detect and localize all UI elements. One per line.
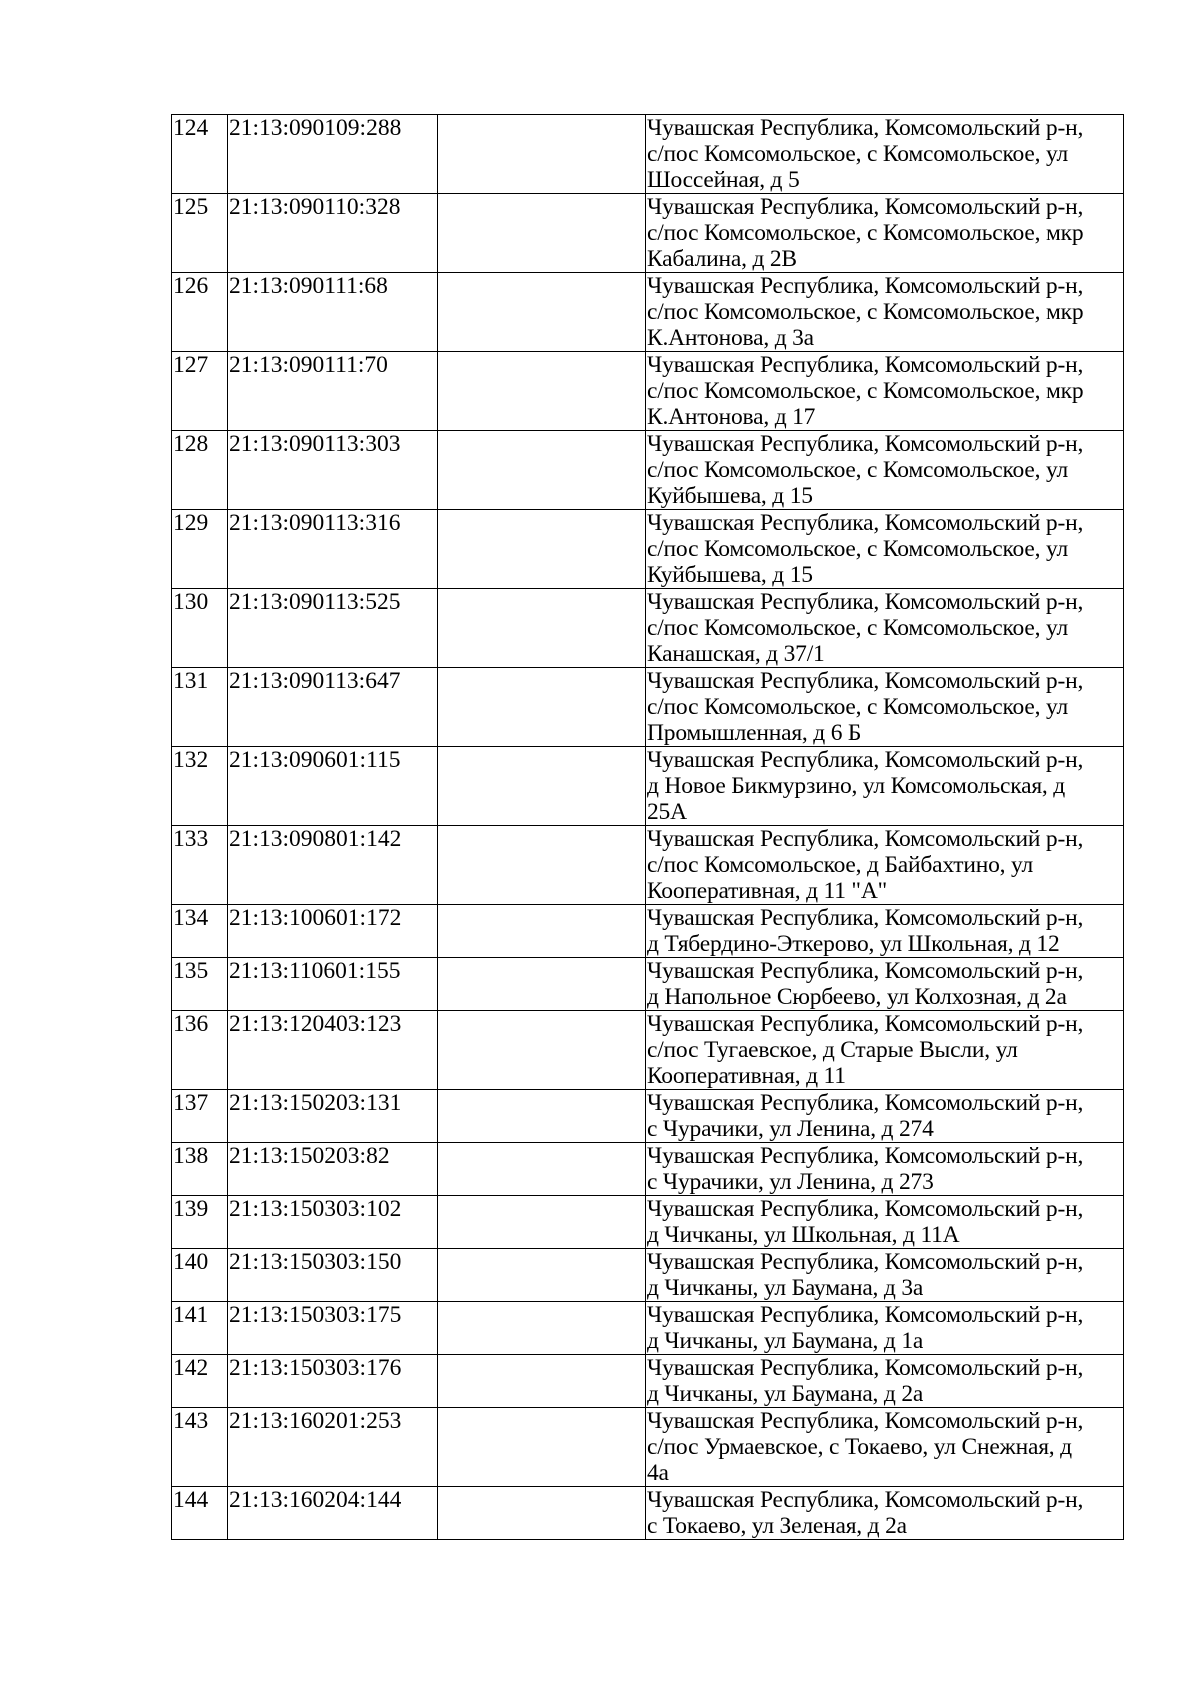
address-line: Кооперативная, д 11 [647, 1063, 846, 1089]
address-line: Куйбышева, д 15 [647, 562, 813, 588]
address-cell [646, 826, 1124, 905]
table-row [172, 958, 1124, 1011]
row-number-cell: 135 [172, 958, 228, 1011]
cadastral-number-cell: 21:13:150303:150 [228, 1249, 438, 1302]
address-line: с/пос Комсомольское, с Комсомольское, ул [647, 694, 1069, 720]
table-row [172, 589, 1124, 668]
address-line: с/пос Комсомольское, с Комсомольское, мкр [647, 299, 1084, 325]
row-number-cell: 139 [172, 1196, 228, 1249]
empty-cell [438, 352, 646, 431]
table-row [172, 1408, 1124, 1487]
address-line: Кооперативная, д 11 "А" [647, 878, 887, 904]
empty-cell [438, 826, 646, 905]
empty-cell [438, 905, 646, 958]
table-body [172, 115, 1124, 1540]
address-line: Чувашская Республика, Комсомольский р-н, [647, 589, 1084, 615]
cadastral-number-cell: 21:13:160201:253 [228, 1408, 438, 1487]
address-line: Чувашская Республика, Комсомольский р-н, [647, 194, 1084, 220]
cadastral-number-cell: 21:13:150303:176 [228, 1355, 438, 1408]
address-line: Чувашская Республика, Комсомольский р-н, [647, 1408, 1084, 1434]
empty-cell [438, 194, 646, 273]
table-row [172, 905, 1124, 958]
address-cell [646, 352, 1124, 431]
address-line: с/пос Тугаевское, д Старые Высли, ул [647, 1037, 1018, 1063]
property-registry-table [171, 114, 1124, 1540]
table-row [172, 1355, 1124, 1408]
empty-cell [438, 1302, 646, 1355]
address-cell [646, 273, 1124, 352]
address-line: К.Антонова, д 3а [647, 325, 814, 351]
address-cell [646, 1302, 1124, 1355]
cadastral-number-cell: 21:13:110601:155 [228, 958, 438, 1011]
address-line: Чувашская Республика, Комсомольский р-н, [647, 115, 1084, 141]
empty-cell [438, 1408, 646, 1487]
address-line: с Чурачики, ул Ленина, д 274 [647, 1116, 934, 1142]
row-number-cell: 136 [172, 1011, 228, 1090]
address-line: Чувашская Республика, Комсомольский р-н, [647, 905, 1084, 931]
address-cell [646, 747, 1124, 826]
table-row [172, 1196, 1124, 1249]
address-line: с/пос Комсомольское, с Комсомольское, мкр [647, 378, 1084, 404]
address-line: д Чичканы, ул Баумана, д 3а [647, 1275, 924, 1301]
address-line: 4а [647, 1460, 669, 1486]
address-line: с/пос Комсомольское, с Комсомольское, ул [647, 141, 1069, 167]
empty-cell [438, 958, 646, 1011]
address-cell [646, 589, 1124, 668]
address-line: Куйбышева, д 15 [647, 483, 813, 509]
address-line: с Чурачики, ул Ленина, д 273 [647, 1169, 934, 1195]
cadastral-number-cell: 21:13:090110:328 [228, 194, 438, 273]
empty-cell [438, 431, 646, 510]
address-line: Чувашская Республика, Комсомольский р-н, [647, 1249, 1084, 1275]
address-line: Чувашская Республика, Комсомольский р-н, [647, 431, 1084, 457]
address-cell [646, 510, 1124, 589]
address-cell [646, 1355, 1124, 1408]
address-line: д Напольное Сюрбеево, ул Колхозная, д 2а [647, 984, 1067, 1010]
row-number-cell: 134 [172, 905, 228, 958]
cadastral-number-cell: 21:13:090113:303 [228, 431, 438, 510]
address-line: Чувашская Республика, Комсомольский р-н, [647, 1302, 1084, 1328]
cadastral-number-cell: 21:13:090113:525 [228, 589, 438, 668]
row-number-cell: 124 [172, 115, 228, 194]
address-line: Чувашская Республика, Комсомольский р-н, [647, 1143, 1084, 1169]
address-line: д Чичканы, ул Баумана, д 1а [647, 1328, 924, 1354]
address-line: Чувашская Республика, Комсомольский р-н, [647, 510, 1084, 536]
table-row [172, 510, 1124, 589]
table-row [172, 194, 1124, 273]
cadastral-number-cell: 21:13:090109:288 [228, 115, 438, 194]
empty-cell [438, 273, 646, 352]
table-row [172, 1143, 1124, 1196]
table-row [172, 826, 1124, 905]
address-line: д Чичканы, ул Школьная, д 11А [647, 1222, 960, 1248]
cadastral-number-cell: 21:13:090113:316 [228, 510, 438, 589]
empty-cell [438, 1196, 646, 1249]
address-line: Чувашская Республика, Комсомольский р-н, [647, 747, 1084, 773]
empty-cell [438, 115, 646, 194]
address-line: Кабалина, д 2В [647, 246, 797, 272]
address-line: Шоссейная, д 5 [647, 167, 800, 193]
address-line: Чувашская Республика, Комсомольский р-н, [647, 1090, 1084, 1116]
table-row [172, 1249, 1124, 1302]
address-cell [646, 1090, 1124, 1143]
address-line: Чувашская Республика, Комсомольский р-н, [647, 1011, 1084, 1037]
cadastral-number-cell: 21:13:090801:142 [228, 826, 438, 905]
row-number-cell: 133 [172, 826, 228, 905]
empty-cell [438, 747, 646, 826]
address-cell [646, 958, 1124, 1011]
empty-cell [438, 668, 646, 747]
row-number-cell: 141 [172, 1302, 228, 1355]
address-line: Чувашская Республика, Комсомольский р-н, [647, 668, 1084, 694]
cadastral-number-cell: 21:13:090111:70 [228, 352, 438, 431]
address-line: д Новое Бикмурзино, ул Комсомольская, д [647, 773, 1066, 799]
row-number-cell: 140 [172, 1249, 228, 1302]
address-cell [646, 1196, 1124, 1249]
address-line: Чувашская Республика, Комсомольский р-н, [647, 1196, 1084, 1222]
address-line: д Тябердино-Эткерово, ул Школьная, д 12 [647, 931, 1060, 957]
row-number-cell: 143 [172, 1408, 228, 1487]
row-number-cell: 144 [172, 1487, 228, 1540]
address-line: с/пос Комсомольское, с Комсомольское, ул [647, 457, 1069, 483]
address-line: 25А [647, 799, 687, 825]
empty-cell [438, 1249, 646, 1302]
address-cell [646, 194, 1124, 273]
empty-cell [438, 510, 646, 589]
address-line: Чувашская Республика, Комсомольский р-н, [647, 1487, 1084, 1513]
address-cell [646, 1011, 1124, 1090]
address-cell [646, 1143, 1124, 1196]
row-number-cell: 142 [172, 1355, 228, 1408]
address-line: Чувашская Республика, Комсомольский р-н, [647, 352, 1084, 378]
row-number-cell: 129 [172, 510, 228, 589]
empty-cell [438, 1487, 646, 1540]
empty-cell [438, 1090, 646, 1143]
address-line: с/пос Комсомольское, с Комсомольское, ул [647, 536, 1069, 562]
row-number-cell: 128 [172, 431, 228, 510]
address-line: Чувашская Республика, Комсомольский р-н, [647, 826, 1084, 852]
row-number-cell: 131 [172, 668, 228, 747]
address-line: Канашская, д 37/1 [647, 641, 825, 667]
table-row [172, 1302, 1124, 1355]
table-row [172, 747, 1124, 826]
row-number-cell: 126 [172, 273, 228, 352]
address-line: с Токаево, ул Зеленая, д 2а [647, 1513, 907, 1539]
row-number-cell: 127 [172, 352, 228, 431]
address-line: Промышленная, д 6 Б [647, 720, 862, 746]
address-line: с/пос Комсомольское, с Комсомольское, мкр [647, 220, 1084, 246]
cadastral-number-cell: 21:13:100601:172 [228, 905, 438, 958]
address-line: д Чичканы, ул Баумана, д 2а [647, 1381, 924, 1407]
cadastral-number-cell: 21:13:090113:647 [228, 668, 438, 747]
address-cell [646, 431, 1124, 510]
cadastral-number-cell: 21:13:160204:144 [228, 1487, 438, 1540]
row-number-cell: 132 [172, 747, 228, 826]
address-line: с/пос Комсомольское, д Байбахтино, ул [647, 852, 1034, 878]
address-line: К.Антонова, д 17 [647, 404, 816, 430]
address-cell [646, 1487, 1124, 1540]
table-row [172, 273, 1124, 352]
row-number-cell: 125 [172, 194, 228, 273]
row-number-cell: 138 [172, 1143, 228, 1196]
table-row [172, 1487, 1124, 1540]
row-number-cell: 137 [172, 1090, 228, 1143]
cadastral-number-cell: 21:13:150303:175 [228, 1302, 438, 1355]
address-cell [646, 115, 1124, 194]
empty-cell [438, 1355, 646, 1408]
empty-cell [438, 1011, 646, 1090]
cadastral-number-cell: 21:13:090601:115 [228, 747, 438, 826]
address-line: с/пос Урмаевское, с Токаево, ул Снежная, д [647, 1434, 1072, 1460]
address-cell [646, 1249, 1124, 1302]
address-cell [646, 668, 1124, 747]
address-line: Чувашская Республика, Комсомольский р-н, [647, 1355, 1084, 1381]
table-row [172, 1011, 1124, 1090]
empty-cell [438, 1143, 646, 1196]
address-cell [646, 1408, 1124, 1487]
cadastral-number-cell: 21:13:120403:123 [228, 1011, 438, 1090]
table-row [172, 1090, 1124, 1143]
address-line: Чувашская Республика, Комсомольский р-н, [647, 273, 1084, 299]
address-cell [646, 905, 1124, 958]
table-row [172, 115, 1124, 194]
cadastral-number-cell: 21:13:150203:82 [228, 1143, 438, 1196]
table-row [172, 352, 1124, 431]
table-row [172, 668, 1124, 747]
table-row [172, 431, 1124, 510]
row-number-cell: 130 [172, 589, 228, 668]
cadastral-number-cell: 21:13:150203:131 [228, 1090, 438, 1143]
address-line: Чувашская Республика, Комсомольский р-н, [647, 958, 1084, 984]
address-line: с/пос Комсомольское, с Комсомольское, ул [647, 615, 1069, 641]
cadastral-number-cell: 21:13:150303:102 [228, 1196, 438, 1249]
empty-cell [438, 589, 646, 668]
cadastral-number-cell: 21:13:090111:68 [228, 273, 438, 352]
